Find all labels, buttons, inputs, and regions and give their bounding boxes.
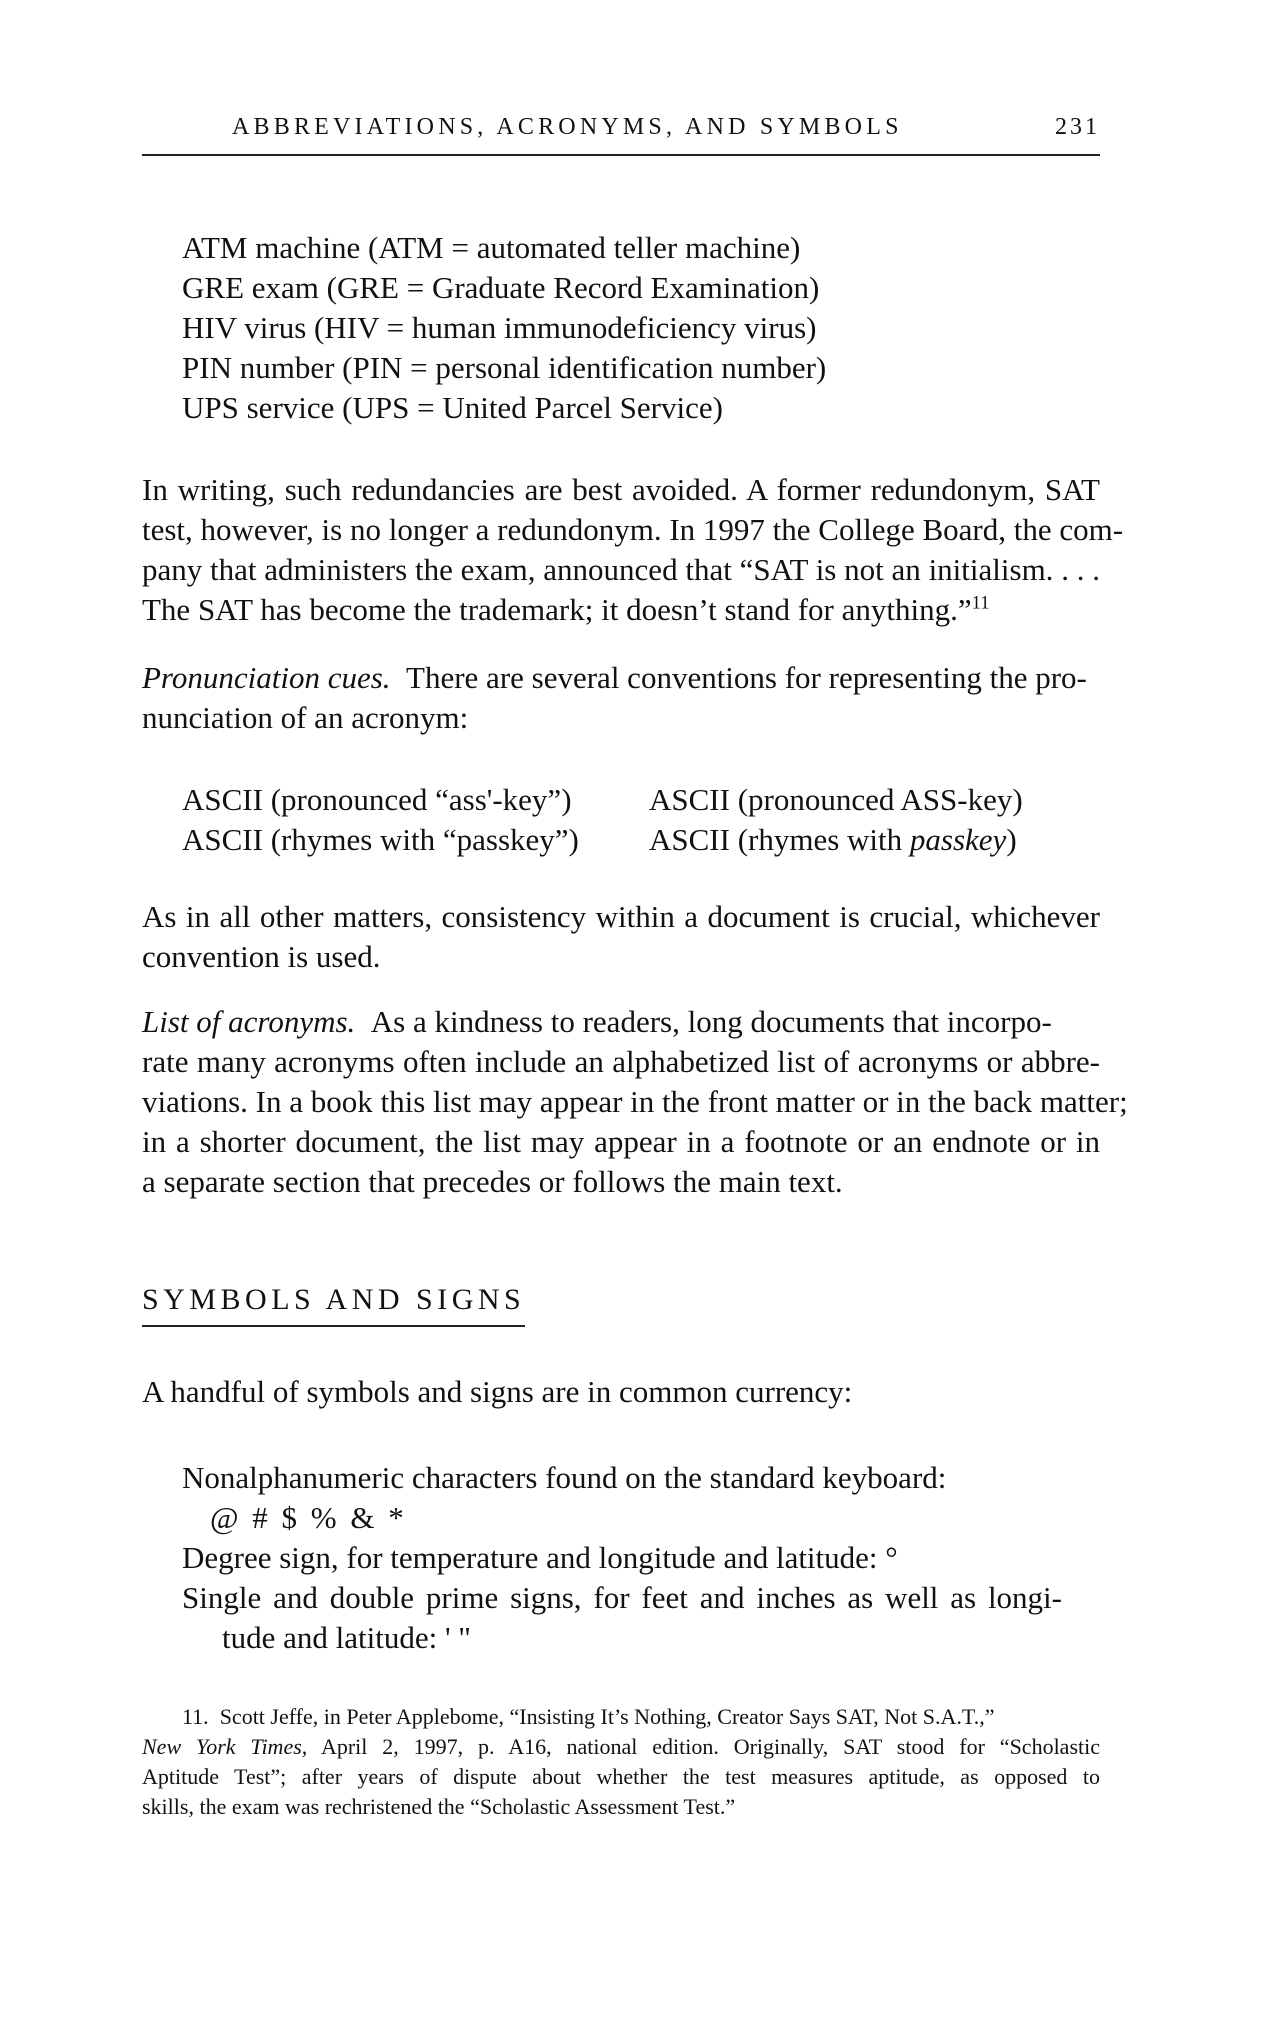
footnote-italic-title: New York Times, (142, 1734, 308, 1759)
keyboard-symbols: @ # $ % & * (210, 1500, 404, 1535)
example-italic-word: passkey (909, 822, 1007, 857)
footnote-line (182, 1702, 995, 1732)
text-line: viations. In a book this list may appear in the front matter or in the back matter; (142, 1084, 1128, 1119)
list-item: UPS service (UPS = United Parcel Service) (182, 390, 723, 425)
list-item: Nonalphanumeric characters found on the standard keyboard: (182, 1460, 947, 1495)
text-line: As in all other matters, consistency within a document is crucial, whichever (142, 899, 1100, 934)
example-text: ) (1006, 822, 1017, 857)
list-item: Degree sign, for temperature and longitude and latitude: ° (182, 1540, 898, 1575)
pronunciation-example-right: ASCII (pronounced ASS-key) (649, 782, 1023, 817)
running-head-title: ABBREVIATIONS, ACRONYMS, AND SYMBOLS (232, 114, 903, 140)
footnote-reference: 11 (971, 592, 990, 614)
pronunciation-example-left: ASCII (pronounced “ass'-key”) (182, 782, 572, 817)
text-line: convention is used. (142, 939, 381, 974)
footnote-line (142, 1732, 1100, 1762)
footnote-text: Scott Jeffe, in Peter Applebome, “Insisting It’s Nothing, Creator Says SAT, Not S.A.T.,” (219, 1704, 995, 1729)
text-line: A handful of symbols and signs are in common currency: (142, 1374, 853, 1409)
footnote-text: April 2, 1997, p. A16, national edition. Originally, SAT stood for “Scholastic (307, 1734, 1100, 1759)
list-item-continuation: tude and latitude: ' " (222, 1620, 471, 1655)
section-heading: SYMBOLS AND SIGNS (142, 1283, 525, 1327)
text-line-content: There are several conventions for representing the pro- (406, 660, 1087, 695)
list-item: PIN number (PIN = personal identification number) (182, 350, 827, 385)
list-item: Single and double prime signs, for feet and inches as well as longi- (182, 1580, 1062, 1615)
text-line: a separate section that precedes or follows the main text. (142, 1164, 843, 1199)
text-line (142, 590, 990, 630)
running-head (142, 110, 1100, 156)
text-line: nunciation of an acronym: (142, 700, 469, 735)
text-line: test, however, is no longer a redundonym. In 1997 the College Board, the com- (142, 512, 1124, 547)
run-in-heading: Pronunciation cues. (142, 660, 391, 695)
example-text: ASCII (rhymes with (649, 822, 910, 857)
text-line: pany that administers the exam, announced that “SAT is not an initialism. . . . (142, 552, 1100, 587)
list-item: ATM machine (ATM = automated teller machine) (182, 230, 801, 265)
text-line (142, 1002, 1100, 1042)
list-item: HIV virus (HIV = human immunodeficiency virus) (182, 310, 817, 345)
text-line-content: As a kindness to readers, long documents that incorpo- (370, 1004, 1052, 1039)
pronunciation-example-left: ASCII (rhymes with “passkey”) (182, 822, 579, 857)
text-line (142, 658, 1100, 698)
footnote-line: Aptitude Test”; after years of dispute about whether the test measures aptitude, as opposed to (142, 1764, 1100, 1789)
pronunciation-example-right (649, 820, 1017, 860)
footnote-number: 11. (182, 1704, 209, 1729)
text-line-content: The SAT has become the trademark; it doesn’t stand for anything.” (142, 592, 972, 627)
text-line: In writing, such redundancies are best avoided. A former redundonym, SAT (142, 472, 1100, 507)
footnote-line: skills, the exam was rechristened the “Scholastic Assessment Test.” (142, 1794, 736, 1819)
list-item: GRE exam (GRE = Graduate Record Examination) (182, 270, 820, 305)
text-line: in a shorter document, the list may appear in a footnote or an endnote or in (142, 1124, 1100, 1159)
run-in-heading: List of acronyms. (142, 1004, 356, 1039)
page-number: 231 (1055, 114, 1100, 140)
text-line: rate many acronyms often include an alphabetized list of acronyms or abbre- (142, 1044, 1100, 1079)
